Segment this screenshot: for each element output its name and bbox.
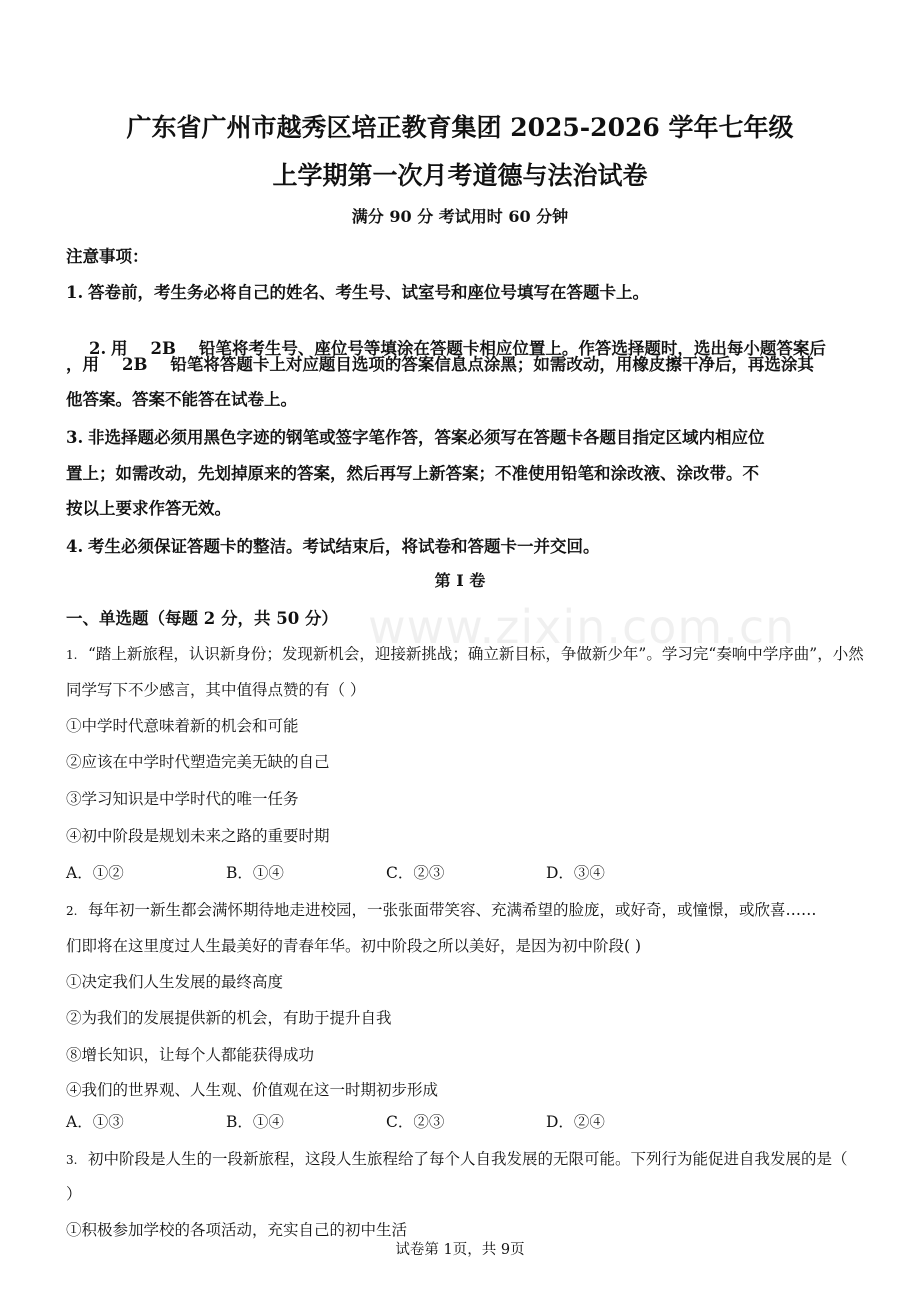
question-2-option-c[interactable]: C．②③ — [386, 1113, 445, 1131]
page-footer: 试卷第 1页，共 9页 — [395, 1242, 525, 1258]
volume-label: 第 I 卷 — [434, 571, 486, 590]
question-1-item-3: ③学习知识是中学时代的唯一任务 — [66, 790, 299, 808]
question-2-option-a[interactable]: A．①③ — [66, 1113, 124, 1131]
question-1-option-c[interactable]: C．②③ — [386, 864, 445, 882]
notice-1 — [66, 279, 860, 303]
notice-number: 3. — [66, 428, 84, 447]
notice-number: 2. — [88, 339, 107, 358]
question-2-item-1: ①决定我们人生发展的最终高度 — [66, 973, 284, 991]
question-text: 每年初一新生都会满怀期待地走进校园，一张张面带笑容、充满希望的脸庞，或好奇，或憧憬，或欣喜…… — [88, 901, 817, 919]
question-3-stem — [66, 1147, 860, 1169]
notice-text: 用 2B 铅笔将考生号、座位号等填涂在答题卡相应位置上。作答选择题时，选出每小题答案后 — [110, 339, 826, 358]
question-2-stem — [66, 898, 860, 920]
notice-2-line2: ，用 2B 铅笔将答题卡上对应题目选项的答案信息点涂黑；如需改动，用橡皮擦干净后，再选涂其 — [66, 355, 814, 374]
question-1-option-b[interactable]: B．①④ — [226, 864, 284, 882]
question-number: 1. — [66, 648, 78, 662]
exam-title-line2: 上学期第一次月考道德与法治试卷 — [272, 161, 648, 190]
question-2-item-2: ②为我们的发展提供新的机会，有助于提升自我 — [66, 1009, 392, 1027]
notice-header: 注意事项： — [66, 247, 149, 266]
notice-number: 1. — [66, 283, 84, 302]
notice-text: 答卷前，考生务必将自己的姓名、考生号、试室号和座位号填写在答题卡上。 — [88, 283, 649, 302]
watermark: www.zixin.com.cn — [368, 600, 796, 654]
question-number: 2. — [66, 904, 78, 918]
score-time-line: 满分 90 分 考试用时 60 分钟 — [351, 207, 569, 226]
exam-title-line1: 广东省广州市越秀区培正教育集团 2025-2026 学年七年级 — [126, 113, 794, 142]
question-1-option-d[interactable]: D．③④ — [546, 864, 605, 882]
notice-3-line3: 按以上要求作答无效。 — [66, 499, 231, 518]
section-title: 一、单选题（每题 2 分，共 50 分） — [66, 609, 338, 628]
question-text: 初中阶段是人生的一段新旅程，这段人生旅程给了每个人自我发展的无限可能。下列行为能促进自我发展的是（ — [88, 1150, 848, 1168]
notice-2-line3: 他答案。答案不能答在试卷上。 — [66, 390, 297, 409]
question-1-option-a[interactable]: A．①② — [66, 864, 124, 882]
question-1-item-4: ④初中阶段是规划未来之路的重要时期 — [66, 827, 330, 845]
question-2-option-b[interactable]: B．①④ — [226, 1113, 284, 1131]
question-3-item-1: ①积极参加学校的各项活动，充实自己的初中生活 — [66, 1221, 408, 1239]
question-1-item-2: ②应该在中学时代塑造完美无缺的自己 — [66, 753, 330, 771]
question-2-item-3: ⑧增长知识，让每个人都能获得成功 — [66, 1046, 315, 1064]
question-text: “踏上新旅程，认识新身份；发现新机会，迎接新挑战；确立新目标，争做新少年”。学习完“奏响中学序曲”，小然 — [88, 645, 864, 663]
question-2-option-d[interactable]: D．②④ — [546, 1113, 605, 1131]
notice-text: 非选择题必须用黑色字迹的钢笔或签字笔作答，答案必须写在答题卡各题目指定区域内相应位 — [88, 428, 765, 447]
question-1-stem-line2: 同学写下不少感言，其中值得点赞的有（ ） — [66, 681, 366, 699]
notice-text: 考生必须保证答题卡的整洁。考试结束后，将试卷和答题卡一并交回。 — [88, 537, 600, 556]
question-3-stem-line2: ） — [66, 1185, 82, 1203]
question-number: 3. — [66, 1153, 78, 1167]
notice-3 — [66, 424, 860, 448]
question-2-stem-line2: 们即将在这里度过人生最美好的青春年华。初中阶段之所以美好，是因为初中阶段( ) — [66, 937, 642, 955]
notice-4 — [66, 533, 860, 557]
notice-number: 4. — [66, 537, 84, 556]
notice-3-line2: 置上；如需改动，先划掉原来的答案，然后再写上新答案；不准使用铅笔和涂改液、涂改带。不 — [66, 464, 759, 483]
question-1-item-1: ①中学时代意味着新的机会和可能 — [66, 717, 299, 735]
question-2-item-4: ④我们的世界观、人生观、价值观在这一时期初步形成 — [66, 1081, 439, 1099]
